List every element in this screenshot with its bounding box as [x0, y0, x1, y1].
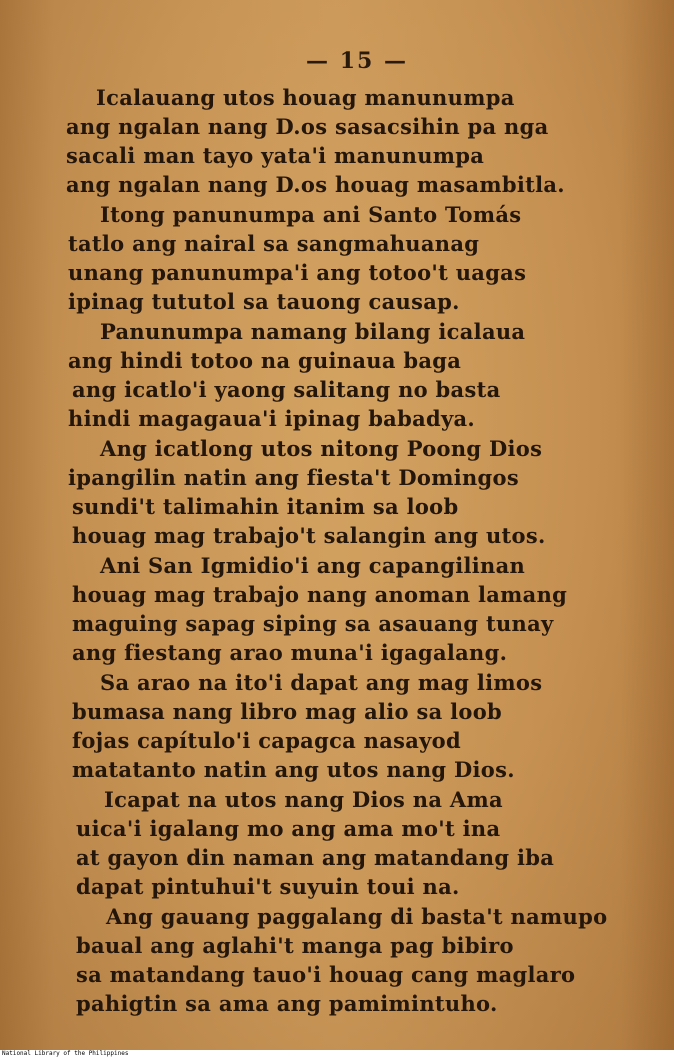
- text-line: ipangilin natin ang fiesta't Domingos: [68, 465, 519, 490]
- text-line: unang panunumpa'i ang totoo't uagas: [68, 260, 527, 285]
- text-line: pahigtin sa ama ang pamimintuho.: [76, 991, 498, 1016]
- text-line: Ani San Igmidio'i ang capangilinan: [100, 553, 526, 578]
- text-line: sacali man tayo yata'i manunumpa: [66, 143, 485, 168]
- text-line: sa matandang tauo'i houag cang maglaro: [76, 962, 576, 987]
- text-line: ang ngalan nang D.os sasacsihin pa nga: [66, 114, 549, 139]
- text-line: ipinag tututol sa tauong causap.: [68, 289, 460, 314]
- text-line: ang fiestang arao muna'i igagalang.: [72, 640, 508, 665]
- text-line: matatanto natin ang utos nang Dios.: [72, 757, 515, 782]
- text-line: Sa arao na ito'i dapat ang mag limos: [100, 670, 543, 695]
- text-line: bumasa nang libro mag alio sa loob: [72, 699, 502, 724]
- text-line: at gayon din naman ang matandang iba: [76, 845, 555, 870]
- text-line: ang hindi totoo na guinaua baga: [68, 348, 462, 373]
- text-line: Icalauang utos houag manunumpa: [96, 85, 515, 110]
- text-line: uica'i igalang mo ang ama mo't ina: [76, 816, 501, 841]
- text-line: maguing sapag siping sa asauang tunay: [72, 611, 554, 636]
- text-line: houag mag trabajo't salangin ang utos.: [72, 523, 546, 548]
- text-line: ang icatlo'i yaong salitang no basta: [72, 377, 501, 402]
- text-line: Ang gauang paggalang di basta't namupo: [106, 904, 608, 929]
- text-line: baual ang aglahi't manga pag bibiro: [76, 933, 514, 958]
- text-line: hindi magagaua'i ipinag babadya.: [68, 406, 475, 431]
- footer-bar: [0, 1050, 674, 1058]
- text-line: Ang icatlong utos nitong Poong Dios: [100, 436, 543, 461]
- page-number: — 15 —: [306, 48, 408, 74]
- text-line: ang ngalan nang D.os houag masambitla.: [66, 172, 565, 197]
- text-line: dapat pintuhui't suyuin toui na.: [76, 874, 460, 899]
- library-credit: National Library of the Philippines: [2, 1050, 129, 1057]
- text-line: tatlo ang nairal sa sangmahuanag: [68, 231, 480, 256]
- text-line: Icapat na utos nang Dios na Ama: [104, 787, 503, 812]
- text-line: Panunumpa namang bilang icalaua: [100, 319, 526, 344]
- text-line: fojas capítulo'i capagca nasayod: [72, 728, 461, 753]
- text-line: sundi't talimahin itanim sa loob: [72, 494, 459, 519]
- text-line: Itong panunumpa ani Santo Tomás: [100, 202, 522, 227]
- text-line: houag mag trabajo nang anoman lamang: [72, 582, 568, 607]
